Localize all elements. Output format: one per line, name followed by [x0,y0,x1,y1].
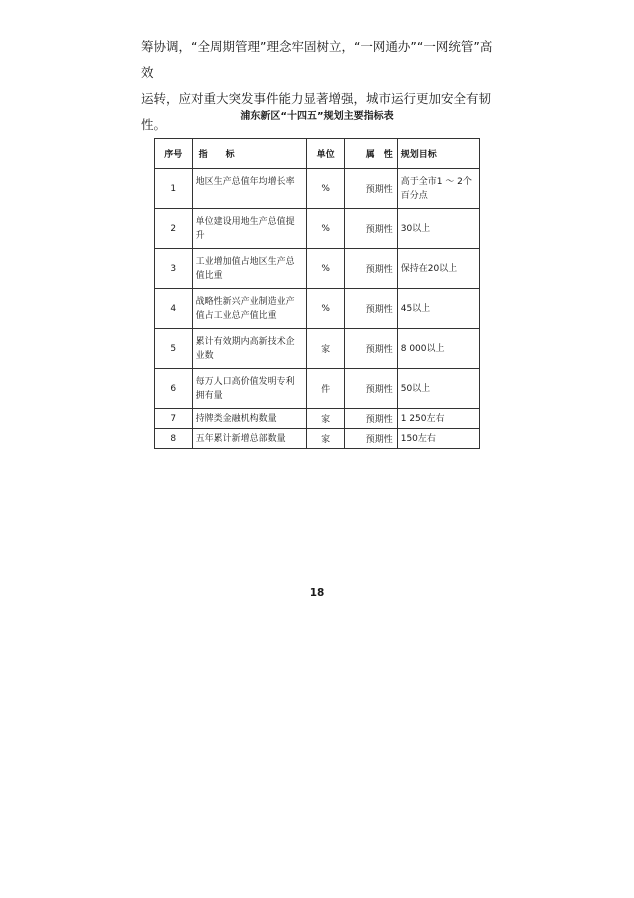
row-indicator: 地区生产总值年均增长率 [192,169,307,209]
row-unit: % [307,209,345,249]
header-attribute: 属 性 [344,139,397,169]
row-unit: 家 [307,329,345,369]
header-unit: 单位 [307,139,345,169]
row-unit: % [307,289,345,329]
row-indicator: 累计有效期内高新技术企业数 [192,329,307,369]
table-row [155,209,480,249]
row-attribute: 预期性 [344,369,397,409]
row-unit: % [307,169,345,209]
row-attribute: 预期性 [344,209,397,249]
row-indicator: 工业增加值占地区生产总值比重 [192,249,307,289]
row-attribute: 预期性 [344,429,397,449]
row-attribute: 预期性 [344,289,397,329]
table-title: 浦东新区“十四五”规划主要指标表 [240,111,394,122]
row-indicator: 单位建设用地生产总值提升 [192,209,307,249]
row-target: 50以上 [397,369,479,409]
row-indicator: 五年累计新增总部数量 [192,429,307,449]
page-number: 18 [309,587,325,599]
row-index: 5 [155,329,193,369]
table-row [155,289,480,329]
row-index: 3 [155,249,193,289]
row-index: 1 [155,169,193,209]
row-attribute: 预期性 [344,409,397,429]
row-attribute: 预期性 [344,169,397,209]
table-row [155,329,480,369]
row-index: 2 [155,209,193,249]
intro-line-1: 筹协调，“全周期管理”理念牢固树立，“一网通办”“一网统管”高效 [141,39,493,80]
row-target: 保持在20以上 [397,249,479,289]
row-indicator: 持牌类金融机构数量 [192,409,307,429]
row-index: 7 [155,409,193,429]
row-attribute: 预期性 [344,329,397,369]
table-header-row [155,139,480,169]
row-index: 4 [155,289,193,329]
row-unit: % [307,249,345,289]
row-index: 8 [155,429,193,449]
row-index: 6 [155,369,193,409]
row-target: 高于全市1 ～ 2个百分点 [397,169,479,209]
row-target: 30以上 [397,209,479,249]
header-indicator: 指 标 [192,139,307,169]
header-target: 规划目标 [397,139,479,169]
row-unit: 件 [307,369,345,409]
row-target: 45以上 [397,289,479,329]
intro-paragraph [141,34,501,138]
table-row [155,249,480,289]
row-target: 1 250左右 [397,409,479,429]
row-target: 8 000以上 [397,329,479,369]
row-attribute: 预期性 [344,249,397,289]
row-unit: 家 [307,409,345,429]
indicator-table [154,138,480,449]
table-row [155,369,480,409]
table-row [155,429,480,449]
row-indicator: 战略性新兴产业制造业产值占工业总产值比重 [192,289,307,329]
row-unit: 家 [307,429,345,449]
header-index: 序号 [155,139,193,169]
row-indicator: 每万人口高价值发明专利拥有量 [192,369,307,409]
intro-line-2: 运转，应对重大突发事件能力显著增强，城市运行更加安全有韧性。 [141,91,492,132]
row-target: 150左右 [397,429,479,449]
table-row [155,169,480,209]
table-row [155,409,480,429]
